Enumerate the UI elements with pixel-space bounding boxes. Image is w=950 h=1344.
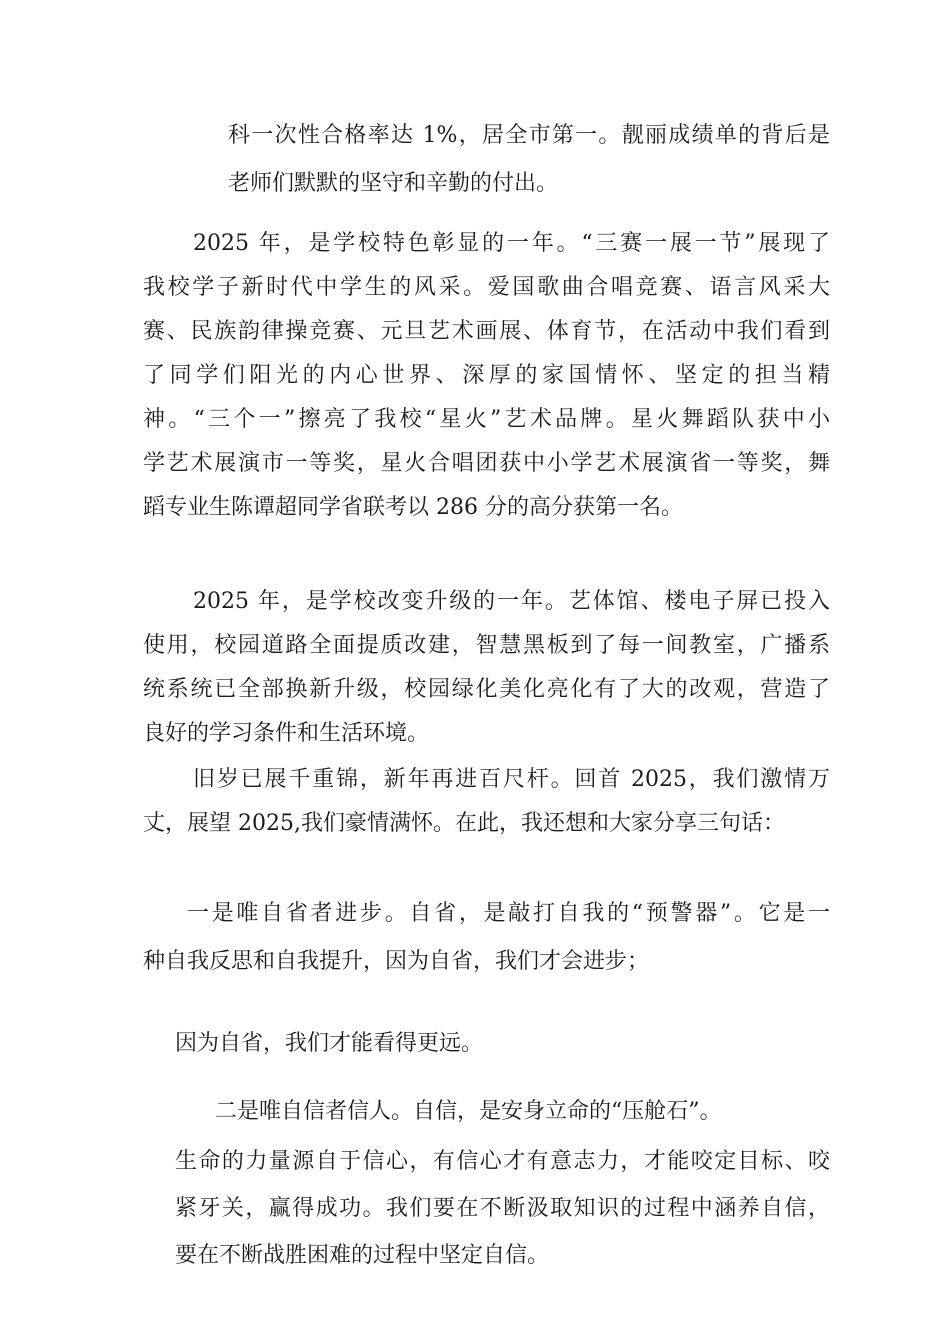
text-line: 旧岁已展千重锦，新年再进百尺杆。回首 2025，我们激情万 (193, 767, 830, 792)
text-line: 使用，校园道路全面提质改建，智慧黑板到了每一间教室，广播系 (143, 633, 830, 658)
paragraph-first-point (143, 890, 830, 986)
text-line: 蹈专业生陈谭超同学省联考以 286 分的高分获第一名。 (143, 495, 683, 520)
text-line: 赛、民族韵律操竞赛、元旦艺术画展、体育节，在活动中我们看到 (143, 319, 830, 344)
text-line: 丈，展望 2025,我们豪情满怀。在此，我还想和大家分享三句话： (143, 811, 785, 836)
text-line: 二是唯自信者信人。自信，是安身立命的“压舱石”。 (215, 1099, 722, 1124)
paragraph-second-heading (215, 1090, 830, 1134)
text-line: 生命的力量源自于信心，有信心才有意志力，才能咬定目标、咬 (175, 1149, 830, 1174)
paragraph-feature (143, 222, 830, 530)
paragraph-upgrade (143, 580, 830, 756)
paragraph-review (143, 758, 830, 846)
text-line: 种自我反思和自我提升，因为自省，我们才会进步； (143, 949, 650, 974)
text-line: 了同学们阳光的内心世界、深厚的家国情怀、坚定的担当精 (143, 363, 830, 388)
text-line: 老师们默默的坚守和辛勤的付出。 (228, 171, 559, 196)
text-line: 学艺术展演市一等奖，星火合唱团获中小学艺术展演省一等奖，舞 (143, 451, 830, 476)
text-line: 要在不断战胜困难的过程中坚定自信。 (175, 1243, 550, 1268)
text-line: 因为自省，我们才能看得更远。 (175, 1031, 484, 1056)
text-line: 我校学子新时代中学生的风采。爱国歌曲合唱竞赛、语言风采大 (143, 275, 830, 300)
text-line: 神。“三个一”擦亮了我校“星火”艺术品牌。星火舞蹈队获中小 (143, 407, 830, 432)
text-line: 科一次性合格率达 1%，居全市第一。靓丽成绩单的背后是 (228, 123, 830, 148)
text-line: 一是唯自省者进步。自省，是敲打自我的“预警器”。它是一 (187, 901, 830, 926)
text-line: 良好的学习条件和生活环境。 (143, 721, 430, 746)
text-line: 2025 年，是学校改变升级的一年。艺体馆、楼电子屏已投入 (193, 589, 830, 614)
paragraph-intro (228, 112, 830, 208)
paragraph-second-point (175, 1138, 830, 1279)
text-line: 2025 年，是学校特色彰显的一年。“三赛一展一节”展现了 (193, 231, 830, 256)
paragraph-first-continued (175, 1022, 830, 1066)
text-line: 统系统已全部换新升级，校园绿化美化亮化有了大的改观，营造了 (143, 677, 830, 702)
text-line: 紧牙关，赢得成功。我们要在不断汲取知识的过程中涵养自信， (175, 1196, 830, 1221)
